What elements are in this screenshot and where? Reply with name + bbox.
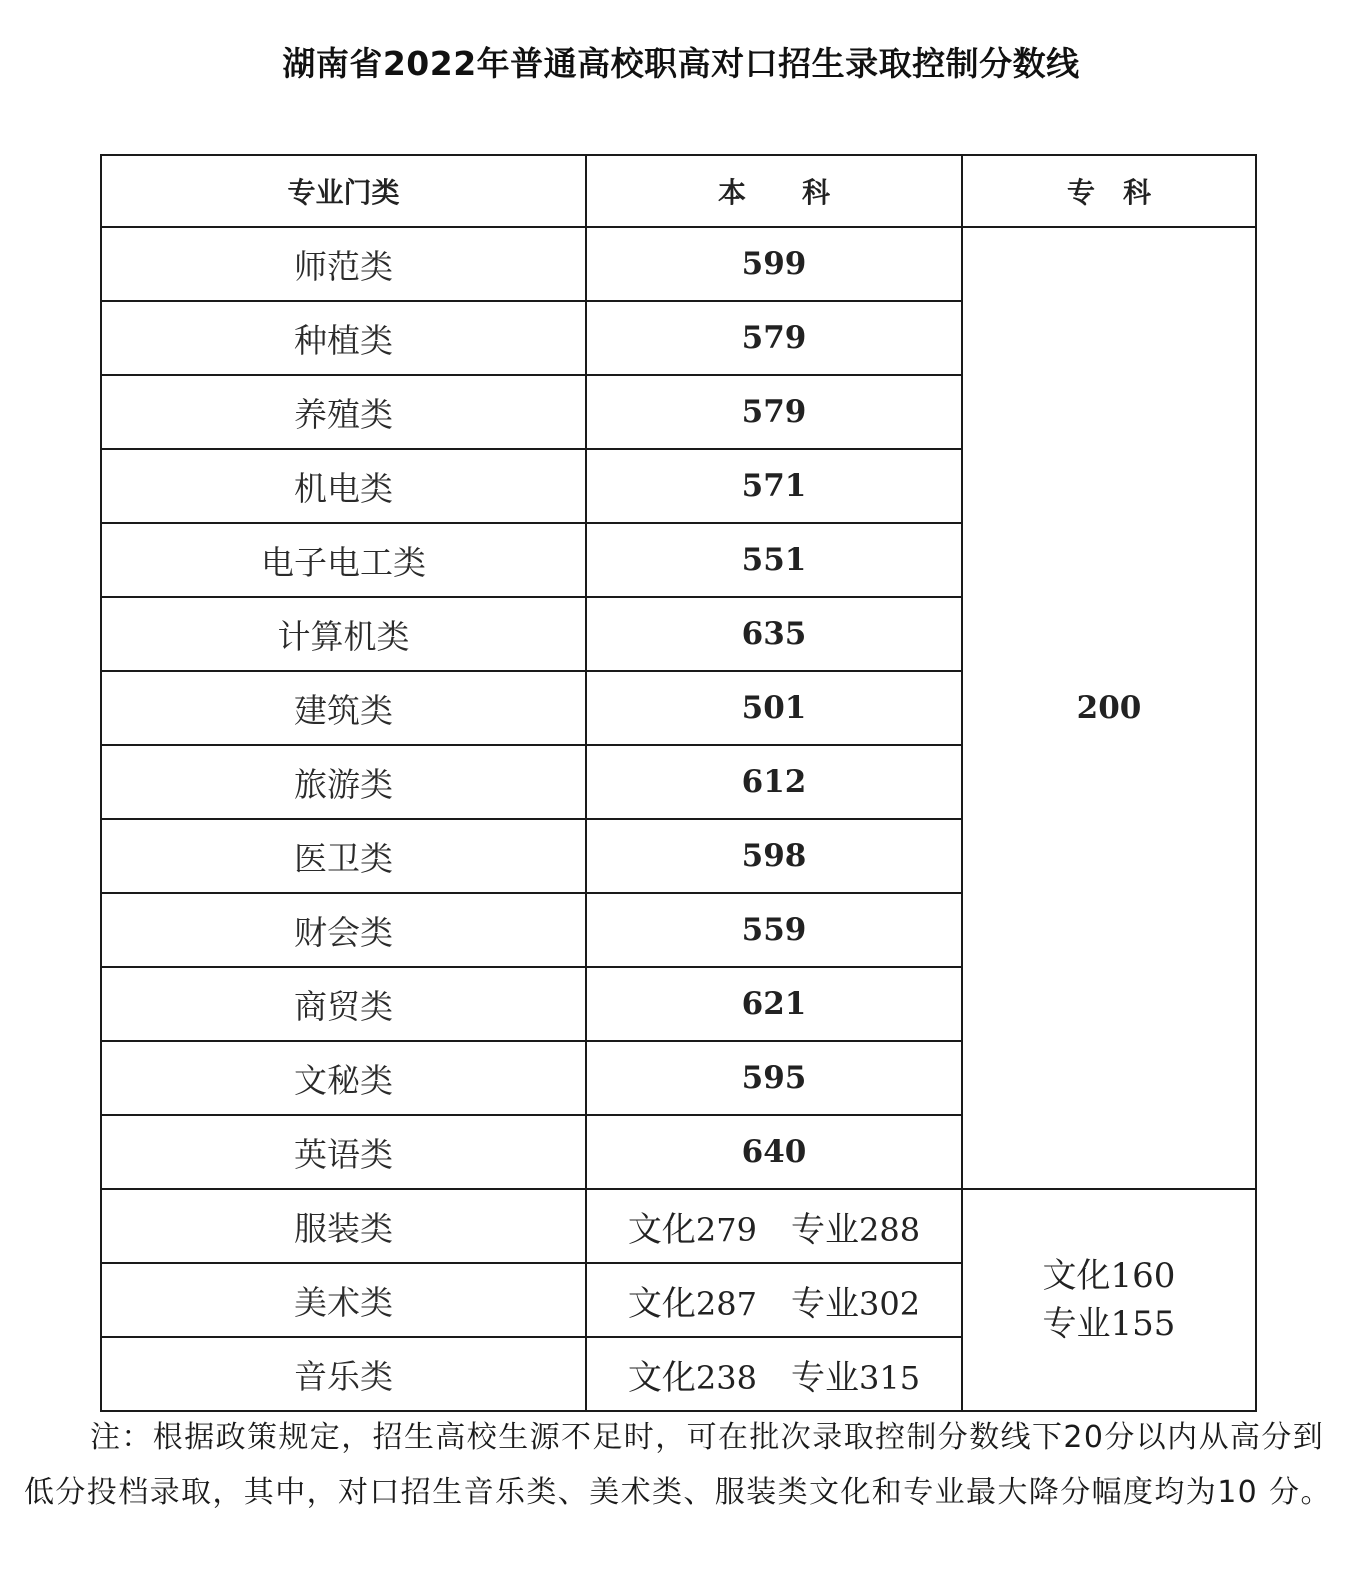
benke-score-cell: 559 — [586, 893, 962, 967]
category-cell: 服装类 — [101, 1189, 586, 1263]
benke-score-cell: 501 — [586, 671, 962, 745]
category-cell: 财会类 — [101, 893, 586, 967]
culture-label: 文化 — [627, 1209, 696, 1250]
culture-label: 文化 — [627, 1283, 696, 1324]
benke-score-cell: 579 — [586, 301, 962, 375]
major-label: 专业 — [791, 1357, 859, 1398]
benke-score-cell: 640 — [586, 1115, 962, 1189]
category-cell: 旅游类 — [101, 745, 586, 819]
category-cell: 电子电工类 — [101, 523, 586, 597]
benke-split-score-cell — [586, 1263, 962, 1337]
major-label: 专业 — [791, 1283, 859, 1324]
table-header-row — [101, 155, 1256, 227]
culture-label: 文化 — [627, 1357, 696, 1398]
zhuanke-general-score-cell: 200 — [962, 227, 1256, 1189]
major-label: 专业 — [791, 1209, 859, 1250]
category-cell: 文秘类 — [101, 1041, 586, 1115]
category-cell: 美术类 — [101, 1263, 586, 1337]
score-table — [100, 154, 1257, 1412]
major-score: 288 — [859, 1210, 921, 1249]
benke-score-cell: 612 — [586, 745, 962, 819]
benke-score-cell: 595 — [586, 1041, 962, 1115]
culture-score: 287 — [695, 1284, 757, 1323]
header-category: 专业门类 — [101, 155, 586, 227]
culture-score: 279 — [695, 1210, 757, 1249]
benke-score-cell: 551 — [586, 523, 962, 597]
major-score: 155 — [1110, 1304, 1176, 1344]
category-cell: 建筑类 — [101, 671, 586, 745]
category-cell: 种植类 — [101, 301, 586, 375]
category-cell: 机电类 — [101, 449, 586, 523]
category-cell: 商贸类 — [101, 967, 586, 1041]
category-cell: 师范类 — [101, 227, 586, 301]
zhuanke-art-score-cell — [962, 1189, 1256, 1411]
culture-score: 238 — [695, 1358, 757, 1397]
benke-score-cell: 635 — [586, 597, 962, 671]
benke-score-cell: 579 — [586, 375, 962, 449]
major-score: 315 — [859, 1358, 921, 1397]
table-row — [101, 1189, 1256, 1263]
zhuanke-art-major-line — [963, 1300, 1255, 1348]
category-cell: 医卫类 — [101, 819, 586, 893]
culture-label: 文化 — [1042, 1256, 1111, 1296]
policy-note: 注：根据政策规定，招生高校生源不足时，可在批次录取控制分数线下20分以内从高分到低分投档录取，其中，对口招生音乐类、美术类、服装类文化和专业最大降分幅度均为10 分。 — [24, 1420, 1332, 1510]
category-cell: 计算机类 — [101, 597, 586, 671]
benke-score-cell: 598 — [586, 819, 962, 893]
page-title: 湖南省2022年普通高校职高对口招生录取控制分数线 — [282, 44, 1080, 83]
category-cell: 英语类 — [101, 1115, 586, 1189]
benke-split-score-cell — [586, 1189, 962, 1263]
major-score: 302 — [859, 1284, 921, 1323]
benke-score-cell: 571 — [586, 449, 962, 523]
zhuanke-art-culture-line — [963, 1252, 1255, 1300]
category-cell: 音乐类 — [101, 1337, 586, 1411]
header-zhuanke: 专 科 — [962, 155, 1256, 227]
benke-split-score-cell — [586, 1337, 962, 1411]
category-cell: 养殖类 — [101, 375, 586, 449]
benke-score-cell: 599 — [586, 227, 962, 301]
benke-score-cell: 621 — [586, 967, 962, 1041]
table-row — [101, 227, 1256, 301]
culture-score: 160 — [1110, 1256, 1176, 1296]
header-benke: 本 科 — [586, 155, 962, 227]
major-label: 专业 — [1042, 1304, 1111, 1344]
